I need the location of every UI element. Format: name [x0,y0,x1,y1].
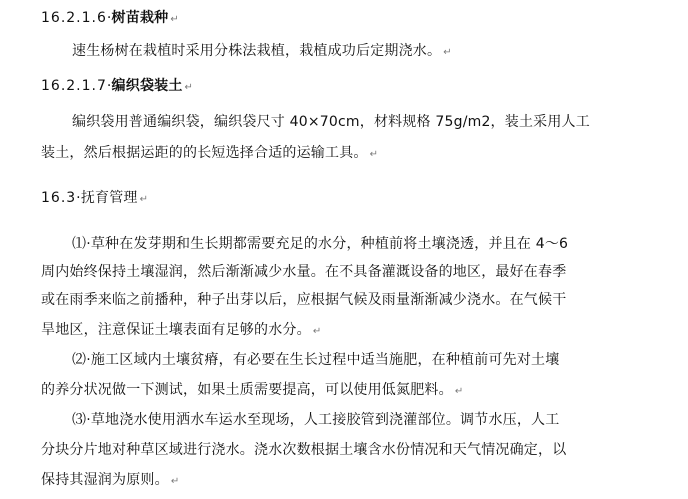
list-item-label: ⑶ [72,412,87,428]
list-item: ⑵·施工区域内土壤贫瘠，有必要在生长过程中适当施肥，在种植前可先对土壤 [72,352,560,368]
section-number: 16.3 [41,190,77,206]
list-item: ⑶·草地浇水使用洒水车运水至现场，人工接胶管到浇灌部位。调节水压，人工 [72,412,560,428]
paragraph-mark-icon: ↵ [443,47,452,58]
list-item-continuation: 分块分片地对种草区域进行浇水。浇水次数根据土壤含水份情况和天气情况确定，以 [41,442,567,458]
paragraph-text: 编织袋用普通编织袋，编织袋尺寸 40×70cm，材料规格 75g/m2，装土采用人工 [72,114,590,130]
paragraph-text: 装土，然后根据运距的的长短选择合适的运输工具。 ↵ [41,145,379,161]
paragraph-mark-icon: ↵ [369,149,379,160]
list-item-label: ⑵ [72,352,87,368]
section-number: 16.2.1.7 [41,78,107,94]
list-item-continuation: 保持其湿润为原则。 ↵ [41,472,180,488]
section-heading-16-2-1-6: 16.2.1.6·树苗栽种 ↵ [41,10,179,26]
section-heading-16-2-1-7: 16.2.1.7·编织袋装土 ↵ [41,78,194,94]
list-item-continuation: 旱地区，注意保证土壤表面有足够的水分。 ↵ [41,322,322,338]
paragraph-mark-icon: ↵ [139,194,149,205]
paragraph-text: 速生杨树在栽植时采用分株法栽植，栽植成功后定期浇水。 ↵ [72,43,452,59]
list-item-continuation: 周内始终保持土壤湿润，然后渐渐减少水量。在不具备灌溉设备的地区，最好在春季 [41,264,567,280]
paragraph-mark-icon: ↵ [312,326,322,337]
section-title: 编织袋装土 [111,78,183,94]
section-title: 树苗栽种 [111,10,169,26]
paragraph-mark-icon: ↵ [170,14,179,25]
paragraph-mark-icon: ↵ [170,476,180,487]
list-item-continuation: 的养分状况做一下测试，如果土质需要提高，可以使用低氮肥料。 ↵ [41,382,464,398]
section-heading-16-3: 16.3·抚育管理 ↵ [41,190,149,206]
section-title: 抚育管理 [80,190,138,206]
list-item-continuation: 或在雨季来临之前播种，种子出芽以后，应根据气候及雨量渐渐减少浇水。在气候干 [41,292,567,308]
section-number: 16.2.1.6 [41,10,107,26]
list-item: ⑴·草种在发芽期和生长期都需要充足的水分，种植前将土壤浇透，并且在 4～6 [72,236,569,252]
list-item-label: ⑴ [72,236,87,252]
paragraph-mark-icon: ↵ [184,82,194,93]
paragraph-mark-icon: ↵ [454,386,464,397]
